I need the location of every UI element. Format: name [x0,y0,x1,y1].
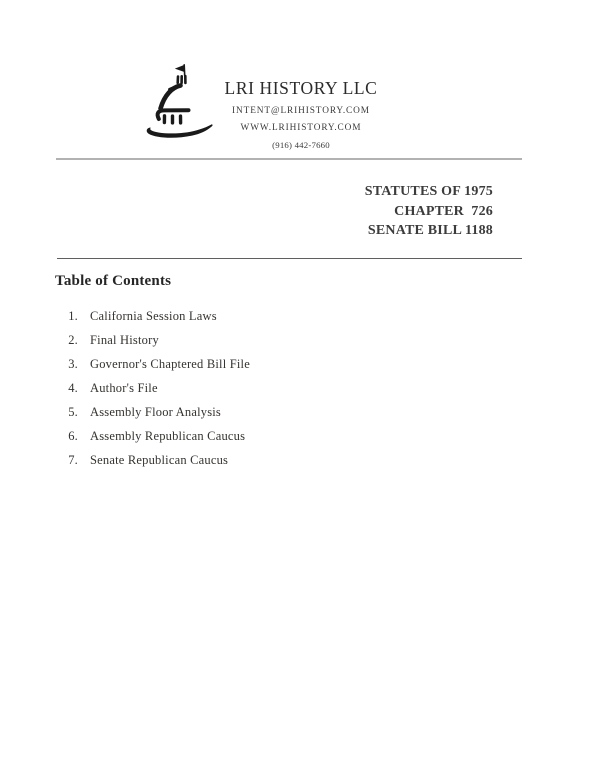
toc-item-label: Assembly Floor Analysis [90,404,221,419]
toc-item-governors-chaptered-bill-file [55,352,250,376]
company-email: INTENT@LRIHISTORY.COM [232,106,370,116]
toc-item-authors-file [55,376,250,400]
toc-list [55,304,250,472]
company-website: WWW.LRIHISTORY.COM [240,123,362,133]
toc-item-senate-republican-caucus [55,448,250,472]
divider-top [56,158,522,160]
toc-item-assembly-floor-analysis [55,400,250,424]
toc-item-number: 5. [68,404,78,419]
company-phone: (916) 442-7660 [272,140,330,150]
toc-item-label: Assembly Republican Caucus [90,428,246,443]
toc-item-label: Senate Republican Caucus [90,452,229,467]
bill-reference-block [365,182,493,241]
statutes-line: STATUTES OF 1975 [364,184,493,199]
chapter-line: CHAPTER 726 [394,203,493,219]
toc-item-label: California Session Laws [90,308,217,323]
toc-item-final-history [55,328,250,352]
letterhead [150,78,452,154]
toc-item-label: Final History [90,332,159,347]
toc-item-number: 1. [68,308,78,323]
toc-item-number: 3. [68,356,78,371]
toc-item-label: Author's File [90,380,158,395]
toc-heading: Table of Contents [55,273,172,289]
toc-item-number: 6. [68,428,78,443]
toc-item-assembly-republican-caucus [55,424,250,448]
company-name: LRI HISTORY LLC [224,78,378,98]
toc-item-california-session-laws [55,304,250,328]
flag-pole [184,65,185,76]
toc-item-label: Governor's Chaptered Bill File [90,356,250,371]
toc-item-number: 4. [68,380,78,395]
toc-item-number: 7. [68,452,78,467]
divider-bottom [57,258,522,259]
contact-block [150,103,452,154]
senate-bill-line: SENATE BILL 1188 [367,223,493,238]
flag-icon [175,65,184,72]
toc-item-number: 2. [68,332,78,347]
